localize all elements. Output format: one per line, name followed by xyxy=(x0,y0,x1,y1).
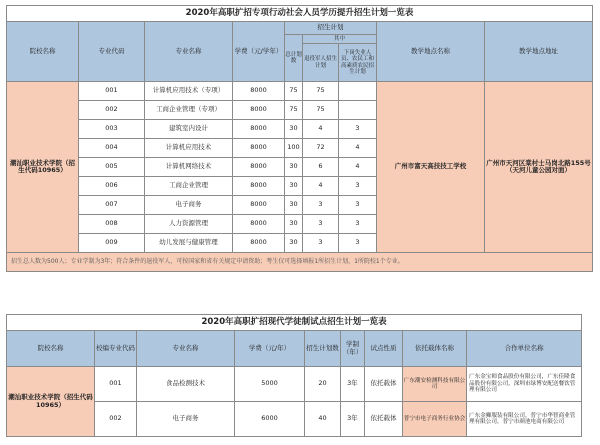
row-laidoff: 3 xyxy=(339,215,377,234)
row-code: 006 xyxy=(79,177,145,196)
row-total: 30 xyxy=(285,120,303,139)
header-school: 院校名称 xyxy=(7,22,79,82)
header-tuition: 学费（元/学年） xyxy=(233,22,285,82)
apprenticeship-plan-table xyxy=(6,314,582,437)
row-veterans: 4 xyxy=(303,177,339,196)
row-major: 电子商务 xyxy=(137,402,235,437)
row-code: 005 xyxy=(79,158,145,177)
row-tuition: 8000 xyxy=(233,234,285,253)
row-code: 004 xyxy=(79,139,145,158)
teach-site-address: 广州市天河区棠村士马岗北路155号（天河儿童公园对面） xyxy=(485,82,593,253)
row-major: 食品检测技术 xyxy=(137,367,235,402)
header-duration: 学制（年） xyxy=(341,331,365,367)
header-carrier: 依托载体名称 xyxy=(403,331,467,367)
row-major: 工商企业管理（专项） xyxy=(145,101,233,120)
recruitment-plan-table xyxy=(6,5,593,272)
row-plan: 20 xyxy=(305,367,341,402)
row-laidoff: 3 xyxy=(339,196,377,215)
row-duration: 3年 xyxy=(341,402,365,437)
row-veterans: 4 xyxy=(303,120,339,139)
row-laidoff: 4 xyxy=(339,139,377,158)
row-veterans: 3 xyxy=(303,234,339,253)
row-veterans: 75 xyxy=(303,101,339,120)
row-code: 002 xyxy=(95,402,137,437)
row-plan: 40 xyxy=(305,402,341,437)
table1-title: 2020年高职扩招专项行动社会人员学历提升招生计划一览表 xyxy=(7,6,593,22)
row-tuition: 8000 xyxy=(233,158,285,177)
row-tuition: 5000 xyxy=(235,367,305,402)
row-code: 003 xyxy=(79,120,145,139)
table1-note: 招生总人数为500人；专业学制为3年；符合条件的退役军人，可按国家和省有关规定申请资助；考生仅可选择填报1所招生计划，1所院校1个专业。 xyxy=(7,253,593,272)
row-veterans: 3 xyxy=(303,215,339,234)
header-plan-group: 招生计划 xyxy=(285,22,377,35)
row-partner: 广东金宝师食品股份有限公司，广东佳隆食品股份有限公司，深圳市绿博安配送餐饮管理有限公司 xyxy=(467,367,582,402)
row-tuition: 8000 xyxy=(233,215,285,234)
row-total: 30 xyxy=(285,158,303,177)
header-code: 校编专业代码 xyxy=(95,331,137,367)
row-tuition: 8000 xyxy=(233,139,285,158)
table2-title: 2020年高职扩招现代学徒制试点招生计划一览表 xyxy=(7,315,582,331)
row-major: 工商企业管理 xyxy=(145,177,233,196)
header-pilot: 试点性质 xyxy=(365,331,403,367)
row-veterans: 72 xyxy=(303,139,339,158)
row-total: 75 xyxy=(285,101,303,120)
row-laidoff: 4 xyxy=(339,158,377,177)
row-veterans: 3 xyxy=(303,196,339,215)
header-major: 专业名称 xyxy=(137,331,235,367)
row-total: 100 xyxy=(285,139,303,158)
row-code: 009 xyxy=(79,234,145,253)
row-total: 75 xyxy=(285,82,303,101)
header-of-which: 其中 xyxy=(303,35,377,44)
row-tuition: 6000 xyxy=(235,402,305,437)
header-code: 专业代码 xyxy=(79,22,145,82)
school-name: 潮汕职业技术学院（招生代码10965） xyxy=(7,82,79,253)
row-total: 30 xyxy=(285,215,303,234)
table-row xyxy=(7,82,593,101)
row-tuition: 8000 xyxy=(233,196,285,215)
row-code: 002 xyxy=(79,101,145,120)
row-code: 001 xyxy=(79,82,145,101)
header-plan: 招生计划数 xyxy=(305,331,341,367)
row-pilot: 依托载体 xyxy=(365,367,403,402)
row-tuition: 8000 xyxy=(233,177,285,196)
table-row xyxy=(7,367,582,402)
header-veterans: 退役军人招生计划 xyxy=(303,44,339,82)
row-carrier: 广东潮安检测科技有限公司 xyxy=(403,367,467,402)
row-laidoff: 3 xyxy=(339,120,377,139)
row-total: 30 xyxy=(285,177,303,196)
row-total: 30 xyxy=(285,234,303,253)
row-tuition: 8000 xyxy=(233,82,285,101)
school-name: 潮汕职业技术学院（招生代码10965） xyxy=(7,367,95,437)
row-code: 001 xyxy=(95,367,137,402)
row-laidoff: 3 xyxy=(339,177,377,196)
header-major: 专业名称 xyxy=(145,22,233,82)
row-major: 建筑室内设计 xyxy=(145,120,233,139)
row-duration: 3年 xyxy=(341,367,365,402)
header-teach-site: 教学地点名称 xyxy=(377,22,485,82)
row-laidoff xyxy=(339,101,377,120)
teach-site-name: 广州市富天高技技工学校 xyxy=(377,82,485,253)
row-partner: 广东金狮服装有限公司，普宁市华智商业管理有限公司，普宁市颜池电商有限公司 xyxy=(467,402,582,437)
row-major: 幼儿发展与健康管理 xyxy=(145,234,233,253)
row-major: 人力资源管理 xyxy=(145,215,233,234)
row-major: 计算机应用技术 xyxy=(145,139,233,158)
row-major: 计算机应用技术（专项） xyxy=(145,82,233,101)
row-major: 计算机网络技术 xyxy=(145,158,233,177)
header-total: 总计划数 xyxy=(285,35,303,82)
row-major: 电子商务 xyxy=(145,196,233,215)
row-veterans: 75 xyxy=(303,82,339,101)
row-laidoff: 3 xyxy=(339,234,377,253)
header-teach-addr: 教学地点地址 xyxy=(485,22,593,82)
header-tuition: 学费（元/年） xyxy=(235,331,305,367)
row-pilot: 依托载体 xyxy=(365,402,403,437)
header-partner: 合作单位名称 xyxy=(467,331,582,367)
row-code: 008 xyxy=(79,215,145,234)
header-school: 院校名称 xyxy=(7,331,95,367)
row-carrier: 普宁市电子商务行业协会 xyxy=(403,402,467,437)
header-laidoff: 下岗失业人员、农民工和高素质农民招生计划 xyxy=(339,44,377,82)
row-tuition: 8000 xyxy=(233,120,285,139)
row-code: 007 xyxy=(79,196,145,215)
row-total: 30 xyxy=(285,196,303,215)
row-laidoff xyxy=(339,82,377,101)
row-veterans: 6 xyxy=(303,158,339,177)
row-tuition: 8000 xyxy=(233,101,285,120)
